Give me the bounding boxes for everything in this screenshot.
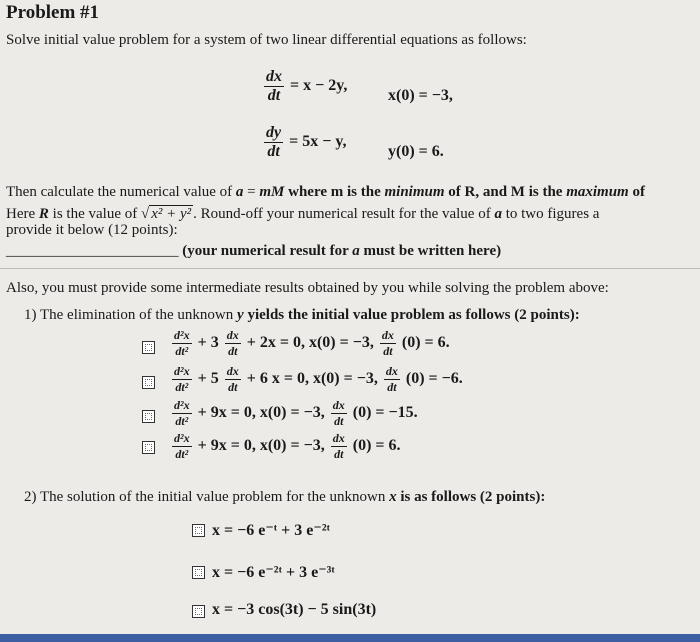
equation-2: $\frac{dy}{dt}$ = 5x − y, xyxy=(266,124,347,160)
equation-1: $\frac{dx}{dt}$ = x − 2y, xyxy=(266,68,348,104)
q1-option-2: $\frac{\text{d²x}}{\text{dt²}}$ + 5 $\frac{dx}{dt}$ + 6 x = 0, x(0) = −3, $\frac{dx}{dt}$ (0) = −6. xyxy=(174,364,463,394)
q1-option-1-checkbox[interactable] xyxy=(142,341,155,354)
q2-option-1: x = −6 e⁻ᵗ + 3 e⁻²ᵗ xyxy=(212,522,331,539)
q1-option-4-checkbox[interactable] xyxy=(142,441,155,454)
calc-line-3: provide it below (12 points): xyxy=(6,222,178,238)
intermediate-intro: Also, you must provide some intermediate results obtained by you while solving the problem above: xyxy=(6,280,609,296)
calc-line-1: Then calculate the numerical value of a = mM where m is the minimum of R, and M is the maximum of xyxy=(6,184,645,200)
q2-option-1-checkbox[interactable] xyxy=(192,524,205,537)
q2-option-3-checkbox[interactable] xyxy=(192,605,205,618)
calc-line-2: Here R is the value of √ x² + y² . Round-off your numerical result for the value of a to two figures a xyxy=(6,206,600,222)
q1-option-1: $\frac{\text{d²x}}{\text{dt²}}$ + 3 $\frac{dx}{dt}$ + 2x = 0, x(0) = −3, $\frac{dx}{dt}$ (0) = 6. xyxy=(174,328,450,358)
q2-option-3: x = −3 cos(3t) − 5 sin(3t) xyxy=(212,601,377,618)
answer-note: (your numerical result for a must be written here) xyxy=(182,243,502,259)
problem-intro: Solve initial value problem for a system of two linear differential equations as follows: xyxy=(6,32,527,48)
q2-option-2: x = −6 e⁻²ᵗ + 3 e⁻³ᵗ xyxy=(212,564,335,581)
equation-2-initial-condition: y(0) = 6. xyxy=(388,143,444,160)
section-divider xyxy=(0,268,700,269)
q1-option-4: $\frac{\text{d²x}}{\text{dt²}}$ + 9x = 0, x(0) = −3, $\frac{dx}{dt}$ (0) = 6. xyxy=(174,431,401,461)
answer-line[interactable] xyxy=(6,243,501,260)
question-2-label: 2) The solution of the initial value problem for the unknown x is as follows (2 points): xyxy=(24,489,546,505)
q1-option-3: $\frac{\text{d²x}}{\text{dt²}}$ + 9x = 0, x(0) = −3, $\frac{dx}{dt}$ (0) = −15. xyxy=(174,398,418,428)
problem-title: Problem #1 xyxy=(6,2,100,23)
equation-1-initial-condition: x(0) = −3, xyxy=(388,87,453,104)
q1-option-2-checkbox[interactable] xyxy=(142,376,155,389)
answer-blank[interactable]: _______________________ xyxy=(6,243,179,259)
question-1-label: 1) The elimination of the unknown y yields the initial value problem as follows (2 points): xyxy=(24,307,580,323)
bottom-bar xyxy=(0,634,700,642)
q2-option-2-checkbox[interactable] xyxy=(192,566,205,579)
q1-option-3-checkbox[interactable] xyxy=(142,410,155,423)
